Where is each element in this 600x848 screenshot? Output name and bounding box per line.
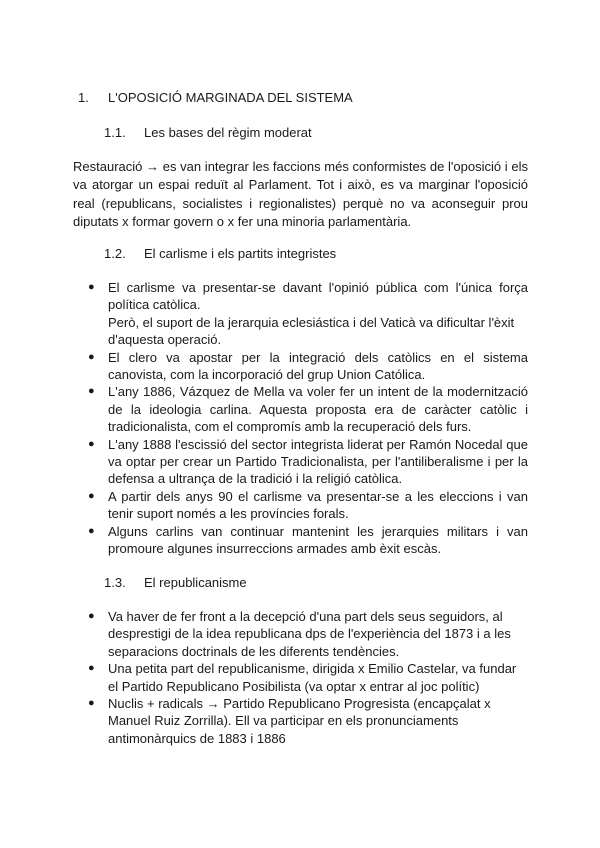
bullet-icon: ●: [88, 610, 95, 622]
bullet-icon: ●: [88, 350, 95, 363]
section-1-2-title: El carlisme i els partits integristes: [144, 246, 337, 261]
list-item-text: L'any 1888 l'escissió del sector integrista liderat per Ramón Nocedal que va optar per crear un Partido Tradicionalista, per l'antiliberalisme i per la defensa a ultrança de la tradició i la religió catòlica.: [108, 436, 528, 487]
bullet-icon: ●: [88, 489, 95, 502]
list-item-text: L'any 1886, Vázquez de Mella va voler fer un intent de la modernització de la ideologia carlina. Aquesta proposta era de caràcter catòlic i tradicionalista, com el compromís amb la recuperació dels furs.: [108, 384, 528, 435]
bullet-icon: ●: [88, 385, 95, 398]
section-1-3-bullet-list: [88, 608, 528, 747]
list-item-text: Alguns carlins van continuar mantenint les jerarquies militars i van promoure algunes insurreccions armades amb èxit escàs.: [108, 523, 528, 557]
section-1-2-heading: [104, 245, 336, 262]
list-item: [88, 660, 528, 695]
section-1-1-title: Les bases del règim moderat: [144, 125, 312, 140]
section-1-1-number: 1.1.: [104, 125, 126, 140]
list-item: [88, 279, 528, 349]
section-1-3-heading: [104, 574, 247, 591]
section-1-2-number: 1.2.: [104, 246, 126, 261]
list-item: [88, 436, 528, 488]
list-item: [88, 523, 528, 558]
section-1-3-title: El republicanisme: [144, 575, 247, 590]
list-item: [88, 608, 528, 660]
section-1-title: L'OPOSICIÓ MARGINADA DEL SISTEMA: [108, 90, 353, 105]
list-item-subtext: Però, el suport de la jerarquia eclesiástica i del Vaticà va dificultar l'èxit d'aquesta operació.: [108, 314, 515, 348]
bullet-icon: ●: [88, 281, 95, 293]
list-item: [88, 695, 528, 747]
section-1-heading: [78, 89, 353, 106]
list-item-text: El clero va apostar per la integració dels catòlics en el sistema canovista, com la incorporació del grup Union Católica.: [108, 349, 528, 383]
bullet-icon: ●: [88, 524, 95, 537]
list-item-text: A partir dels anys 90 el carlisme va presentar-se a les eleccions i van tenir suport només a les províncies forals.: [108, 488, 528, 522]
list-item: [88, 349, 528, 384]
list-item: [88, 488, 528, 523]
section-1-1-heading: [104, 124, 312, 141]
section-1-number: 1.: [78, 90, 89, 105]
list-item-text: Va haver de fer front a la decepció d'una part dels seus seguidors, al desprestigi de la idea republicana dps de l'experiència del 1873 i a les separacions doctrinals de les diferents tendències.: [108, 609, 511, 659]
bullet-icon: ●: [88, 662, 95, 675]
bullet-icon: ●: [88, 697, 95, 710]
section-1-1-paragraph: Restauració → es van integrar les faccions més conformistes de l'oposició i els va atorgar un espai reduït al Parlament. Tot i això, es va marginar l'oposició real (republicans, socialistes i regionalistes) perquè no va aconseguir prou diputats x formar govern o x fer una minoria parlamentària.: [73, 159, 528, 229]
section-1-2-bullet-list: [88, 279, 528, 558]
list-item-text: Nuclis + radicals → Partido Republicano Progresista (encapçalat x Manuel Ruiz Zorrilla). Ell va participar en els pronunciaments antimonàrquics de 1883 i 1886: [108, 696, 491, 746]
bullet-icon: ●: [88, 437, 95, 450]
section-1-3-number: 1.3.: [104, 575, 126, 590]
list-item: [88, 383, 528, 435]
list-item-text: El carlisme va presentar-se davant l'opinió pública com l'única força política catòlica.: [108, 280, 528, 313]
list-item-text: Una petita part del republicanisme, dirigida x Emilio Castelar, va fundar el Partido Republicano Posibilista (va optar x entrar al joc polític): [108, 661, 517, 694]
